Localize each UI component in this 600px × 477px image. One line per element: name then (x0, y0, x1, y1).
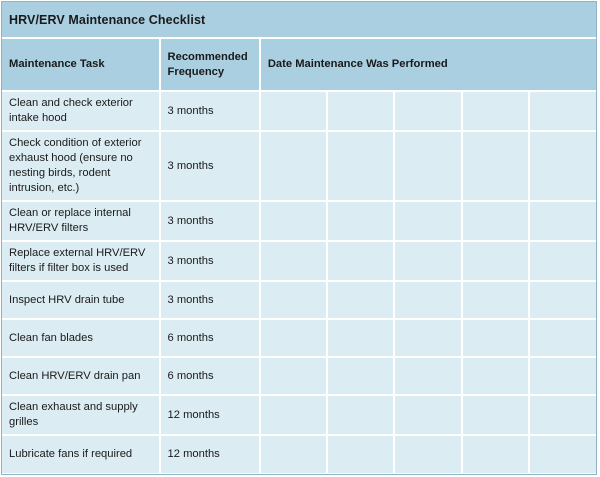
frequency-cell: 3 months (160, 131, 260, 201)
date-entry-cell[interactable] (462, 201, 529, 241)
date-entry-cell[interactable] (260, 201, 327, 241)
date-entry-cell[interactable] (394, 395, 461, 435)
task-cell: Inspect HRV drain tube (2, 281, 160, 319)
table-row (2, 91, 596, 131)
table-row (2, 131, 596, 201)
date-entry-cell[interactable] (462, 395, 529, 435)
table-row (2, 435, 596, 473)
date-entry-cell[interactable] (394, 131, 461, 201)
date-entry-cell[interactable] (462, 91, 529, 131)
task-cell: Clean and check exterior intake hood (2, 91, 160, 131)
date-entry-cell[interactable] (327, 91, 394, 131)
date-entry-cell[interactable] (529, 201, 596, 241)
date-entry-cell[interactable] (327, 435, 394, 473)
header-maintenance-task: Maintenance Task (2, 39, 160, 91)
date-entry-cell[interactable] (260, 131, 327, 201)
frequency-cell: 12 months (160, 435, 260, 473)
frequency-cell: 3 months (160, 91, 260, 131)
date-entry-cell[interactable] (394, 319, 461, 357)
checklist-rows (2, 91, 596, 473)
table-row (2, 319, 596, 357)
date-entry-cell[interactable] (260, 395, 327, 435)
date-entry-cell[interactable] (394, 281, 461, 319)
task-cell: Clean exhaust and supply grilles (2, 395, 160, 435)
date-entry-cell[interactable] (394, 91, 461, 131)
date-entry-cell[interactable] (260, 357, 327, 395)
date-entry-cell[interactable] (260, 241, 327, 281)
date-entry-cell[interactable] (327, 395, 394, 435)
date-entry-cell[interactable] (327, 201, 394, 241)
maintenance-checklist (1, 1, 597, 475)
task-cell: Check condition of exterior exhaust hood (ensure no nesting birds, rodent intrusion, etc.) (2, 131, 160, 201)
date-entry-cell[interactable] (462, 241, 529, 281)
header-row (2, 39, 596, 91)
header-date-performed: Date Maintenance Was Performed (260, 39, 596, 91)
table-row (2, 201, 596, 241)
date-entry-cell[interactable] (529, 435, 596, 473)
date-entry-cell[interactable] (462, 131, 529, 201)
date-entry-cell[interactable] (260, 91, 327, 131)
task-cell: Clean or replace internal HRV/ERV filters (2, 201, 160, 241)
date-entry-cell[interactable] (529, 395, 596, 435)
date-entry-cell[interactable] (394, 201, 461, 241)
header-recommended-frequency: Recommended Frequency (160, 39, 260, 91)
date-entry-cell[interactable] (462, 319, 529, 357)
frequency-cell: 6 months (160, 319, 260, 357)
frequency-cell: 3 months (160, 201, 260, 241)
table-row (2, 395, 596, 435)
table-row (2, 357, 596, 395)
date-entry-cell[interactable] (462, 357, 529, 395)
date-entry-cell[interactable] (529, 131, 596, 201)
date-entry-cell[interactable] (394, 241, 461, 281)
date-entry-cell[interactable] (260, 281, 327, 319)
date-entry-cell[interactable] (394, 435, 461, 473)
date-entry-cell[interactable] (327, 241, 394, 281)
checklist-table (2, 39, 596, 473)
task-cell: Clean HRV/ERV drain pan (2, 357, 160, 395)
frequency-cell: 3 months (160, 281, 260, 319)
date-entry-cell[interactable] (529, 281, 596, 319)
date-entry-cell[interactable] (529, 357, 596, 395)
date-entry-cell[interactable] (462, 435, 529, 473)
frequency-cell: 3 months (160, 241, 260, 281)
task-cell: Lubricate fans if required (2, 435, 160, 473)
frequency-cell: 6 months (160, 357, 260, 395)
date-entry-cell[interactable] (529, 319, 596, 357)
date-entry-cell[interactable] (327, 357, 394, 395)
date-entry-cell[interactable] (529, 241, 596, 281)
date-entry-cell[interactable] (260, 319, 327, 357)
task-cell: Replace external HRV/ERV filters if filter box is used (2, 241, 160, 281)
date-entry-cell[interactable] (529, 91, 596, 131)
date-entry-cell[interactable] (260, 435, 327, 473)
date-entry-cell[interactable] (394, 357, 461, 395)
frequency-cell: 12 months (160, 395, 260, 435)
date-entry-cell[interactable] (327, 131, 394, 201)
checklist-title: HRV/ERV Maintenance Checklist (2, 2, 596, 39)
table-row (2, 281, 596, 319)
table-row (2, 241, 596, 281)
date-entry-cell[interactable] (327, 319, 394, 357)
date-entry-cell[interactable] (327, 281, 394, 319)
date-entry-cell[interactable] (462, 281, 529, 319)
task-cell: Clean fan blades (2, 319, 160, 357)
